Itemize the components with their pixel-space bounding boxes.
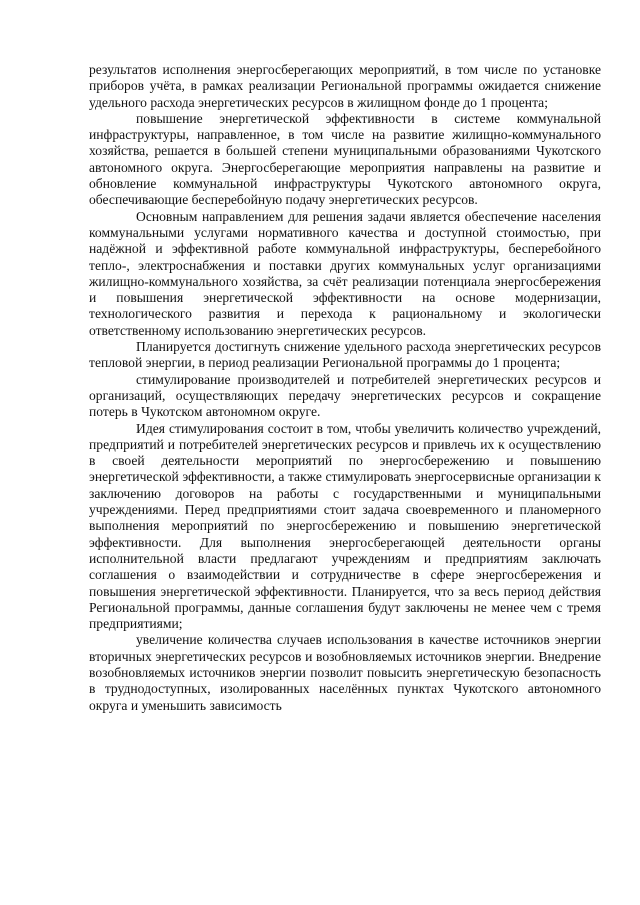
paragraph-6: Идея стимулирования состоит в том, чтобы увеличить количество учреждений, предприятий и потребителей энергетических ресурсов и привлечь их к осуществлению в своей деятельности мероприятий по энергосбережению и повышению энергетической эффективности, а также стимулировать энергосервисные организации к заключению договоров на работы с государственными и муниципальными учреждениями. Перед предприятиями стоит задача своевременного и планомерного выполнения мероприятий по энергосбережению и повышению энергетической эффективности. Для выполнения энергосберегающей деятельности органы исполнительной власти предлагают учреждениям и предприятиям заключать соглашения о взаимодействии и сотрудничестве в сфере энергосбережения и повышения энергетической эффективности. Планируется, что за весь период действия Региональной программы, данные соглашения будут заключены не менее чем с тремя предприятиями; xyxy=(89,420,601,632)
document-page xyxy=(89,62,601,714)
paragraph-5: стимулирование производителей и потребителей энергетических ресурсов и организаций, осуществляющих передачу энергетических ресурсов и сокращение потерь в Чукотском автономном округе. xyxy=(89,371,601,420)
paragraph-1: результатов исполнения энергосберегающих мероприятий, в том числе по установке приборов учёта, в рамках реализации Региональной программы ожидается снижение удельного расхода энергетических ресурсов в жилищном фонде до 1 процента; xyxy=(89,62,601,110)
paragraph-3: Основным направлением для решения задачи является обеспечение населения коммунальными услугами нормативного качества и доступной стоимостью, при надёжной и эффективной работе коммунальной инфраструктуры, бесперебойного тепло-, электроснабжения и поставки других коммунальных услуг организациями жилищно-коммунального хозяйства, за счёт реализации потенциала энергосбережения и повышения энергетической эффективности на основе модернизации, технологического развития и перехода к рациональному и экологически ответственному использованию энергетических ресурсов. xyxy=(89,208,601,338)
paragraph-7: увеличение количества случаев использования в качестве источников энергии вторичных энергетических ресурсов и возобновляемых источников энергии. Внедрение возобновляемых источников энергии позволит повысить энергетическую безопасность в труднодоступных, изолированных населённых пунктах Чукотского автономного округа и уменьшить зависимость xyxy=(89,632,601,713)
paragraph-4: Планируется достигнуть снижение удельного расхода энергетических ресурсов тепловой энергии, в период реализации Региональной программы до 1 процента; xyxy=(89,339,601,371)
paragraph-2: повышение энергетической эффективности в системе коммунальной инфраструктуры, направленное, в том числе на развитие жилищно-коммунального хозяйства, решается в большей степени муниципальными образованиями Чукотского автономного округа. Энергосберегающие мероприятия направлены на развитие и обновление коммунальной инфраструктуры Чукотского автономного округа, обеспечивающие бесперебойную подачу энергетических ресурсов. xyxy=(89,110,601,208)
